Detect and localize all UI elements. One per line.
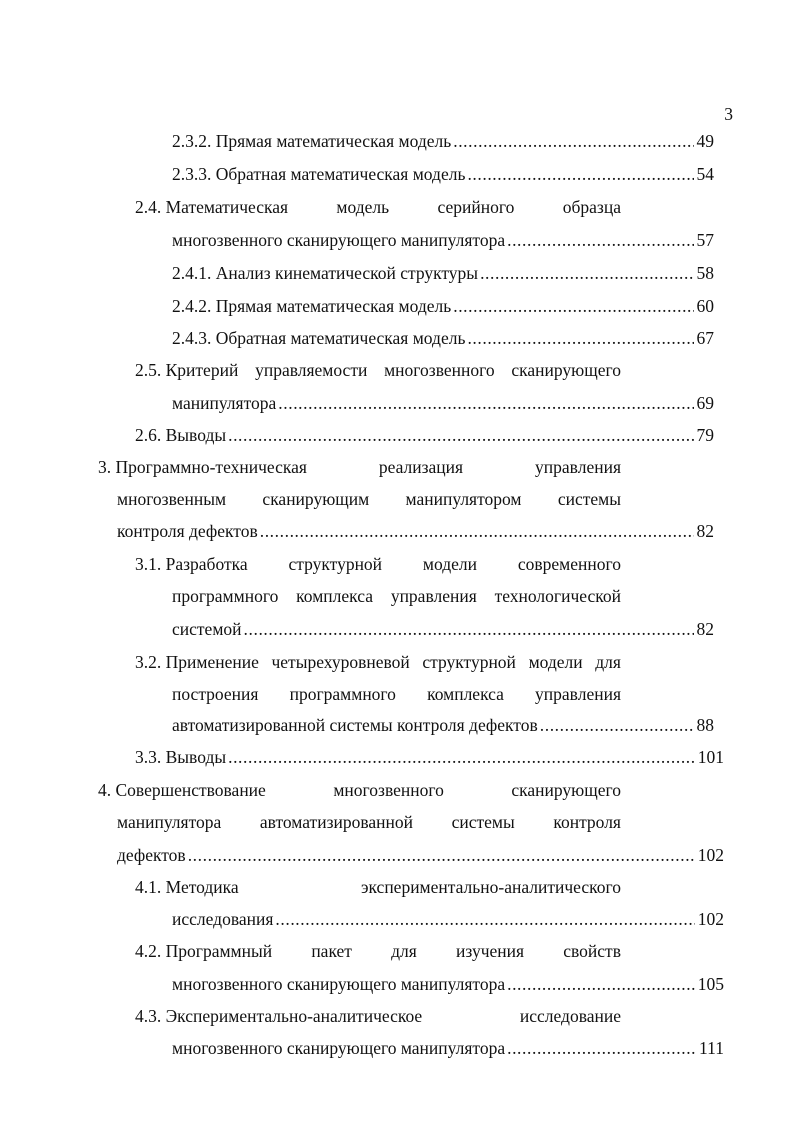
toc-entry-4-line1[interactable] (98, 778, 621, 802)
toc-word: системы (557, 489, 621, 509)
toc-word: образца (562, 197, 621, 217)
toc-entry-title: 2.4.2. Прямая математическая модель (172, 296, 452, 316)
toc-entry-page: 58 (696, 263, 714, 283)
toc-word: пакет (311, 941, 352, 961)
toc-entry-2-4-2[interactable] (172, 294, 714, 318)
toc-word: манипулятора (117, 812, 222, 832)
dot-leader (453, 129, 693, 153)
toc-entry-title: манипулятора (172, 393, 277, 413)
toc-word: многозвенного (333, 780, 444, 800)
dot-leader (228, 423, 693, 447)
toc-entry-4-1-line1[interactable] (135, 875, 621, 899)
toc-word: модели (528, 652, 583, 672)
toc-word: свойств (563, 941, 621, 961)
toc-word: 4.3. Экспериментально-аналитическое (135, 1006, 423, 1026)
toc-entry-3-3[interactable] (135, 745, 724, 769)
toc-word: управления (535, 684, 621, 704)
toc-entry-4-1-line2[interactable] (172, 907, 724, 931)
toc-entry-2-6[interactable] (135, 423, 714, 447)
toc-word: реализация (378, 457, 464, 477)
toc-entry-title: контроля дефектов (117, 521, 258, 541)
toc-word: технологической (494, 586, 621, 606)
toc-word: структурной (288, 554, 383, 574)
toc-word: 2.4. Математическая (135, 197, 289, 217)
toc-entry-3-1-line2[interactable] (172, 584, 621, 608)
toc-entry-page: 57 (696, 230, 714, 250)
toc-word: серийного (437, 197, 515, 217)
toc-entry-page: 82 (696, 521, 714, 541)
dot-leader (188, 843, 695, 867)
dot-leader (260, 519, 694, 543)
toc-entry-3-1-line3[interactable] (172, 617, 714, 641)
toc-word: управляемости (255, 360, 368, 380)
toc-word: сканирующего (511, 360, 621, 380)
toc-word: 3.1. Разработка (135, 554, 248, 574)
toc-entry-page: 54 (696, 164, 714, 184)
toc-entry-2-3-3[interactable] (172, 162, 714, 186)
toc-entry-4-2-line2[interactable] (172, 972, 724, 996)
toc-entry-page: 49 (696, 131, 714, 151)
toc-entry-4-line3[interactable] (117, 843, 724, 867)
toc-entry-4-3-line1[interactable] (135, 1004, 621, 1028)
toc-entry-title: многозвенного сканирующего манипулятора (172, 1038, 506, 1058)
dot-leader (540, 713, 694, 737)
toc-entry-page: 101 (697, 747, 724, 767)
toc-entry-2-3-2[interactable] (172, 129, 714, 153)
toc-entry-title: 2.3.2. Прямая математическая модель (172, 131, 452, 151)
toc-entry-page: 69 (696, 393, 714, 413)
toc-word: программного (172, 586, 279, 606)
toc-word: комплекса (427, 684, 504, 704)
dot-leader (507, 1036, 696, 1060)
toc-word: многозвенного (384, 360, 495, 380)
toc-word: 3.2. Применение (135, 652, 259, 672)
toc-entry-2-5-line2[interactable] (172, 391, 714, 415)
toc-word: современного (517, 554, 621, 574)
toc-entry-2-5-line1[interactable] (135, 358, 621, 382)
toc-entry-2-4-line1[interactable] (135, 195, 621, 219)
toc-word: сканирующим (262, 489, 370, 509)
toc-word: построения (172, 684, 259, 704)
dot-leader (275, 907, 694, 931)
toc-word: модели (422, 554, 477, 574)
dot-leader (453, 294, 693, 318)
toc-entry-4-3-line2[interactable] (172, 1036, 724, 1060)
toc-word: манипулятором (405, 489, 522, 509)
toc-word: многозвенным (117, 489, 227, 509)
toc-entry-page: 105 (697, 974, 724, 994)
toc-entry-title: 2.4.1. Анализ кинематической структуры (172, 263, 479, 283)
dot-leader (467, 162, 693, 186)
dot-leader (278, 391, 693, 415)
toc-entry-4-2-line1[interactable] (135, 939, 621, 963)
toc-entry-4-line2[interactable] (117, 810, 621, 834)
dot-leader (507, 972, 695, 996)
toc-entry-2-4-line2[interactable] (172, 228, 714, 252)
toc-entry-3-line2[interactable] (117, 487, 621, 511)
dot-leader (244, 617, 694, 641)
toc-entry-page: 111 (699, 1038, 724, 1058)
toc-word: управления (535, 457, 621, 477)
toc-word: системы (451, 812, 515, 832)
toc-entry-page: 67 (696, 328, 714, 348)
toc-entry-page: 82 (696, 619, 714, 639)
dot-leader (467, 326, 693, 350)
toc-entry-2-4-3[interactable] (172, 326, 714, 350)
toc-word: сканирующего (511, 780, 621, 800)
toc-entry-3-2-line3[interactable] (172, 713, 714, 737)
dot-leader (507, 228, 693, 252)
toc-word: четырехуровневой (271, 652, 410, 672)
toc-word: комплекса (296, 586, 373, 606)
toc-word: 3. Программно-техническая (98, 457, 307, 477)
toc-word: автоматизированной (259, 812, 413, 832)
dot-leader (480, 261, 693, 285)
toc-word: структурной (422, 652, 516, 672)
toc-word: исследование (519, 1006, 621, 1026)
toc-entry-title: исследования (172, 909, 274, 929)
toc-entry-3-2-line1[interactable] (135, 650, 621, 674)
toc-entry-3-1-line1[interactable] (135, 552, 621, 576)
toc-word: управления (390, 586, 477, 606)
toc-word: контроля (553, 812, 621, 832)
toc-entry-title: автоматизированной системы контроля дефектов (172, 715, 538, 735)
toc-word: программного (289, 684, 396, 704)
toc-entry-title: многозвенного сканирующего манипулятора (172, 974, 506, 994)
toc-word: изучения (456, 941, 525, 961)
page-number: 3 (724, 104, 733, 124)
toc-entry-title: многозвенного сканирующего манипулятора (172, 230, 506, 250)
toc-entry-page: 79 (696, 425, 714, 445)
toc-entry-3-2-line2[interactable] (172, 682, 621, 706)
toc-entry-title: системой (172, 619, 242, 639)
toc-entry-page: 102 (697, 845, 724, 865)
toc-entry-page: 60 (696, 296, 714, 316)
toc-word: для (391, 941, 417, 961)
toc-entry-page: 102 (697, 909, 724, 929)
toc-entry-title: 2.6. Выводы (135, 425, 227, 445)
toc-entry-3-line3[interactable] (117, 519, 714, 543)
toc-entry-title: 3.3. Выводы (135, 747, 227, 767)
toc-entry-title: дефектов (117, 845, 186, 865)
toc-word: экспериментально-аналитического (360, 877, 621, 897)
toc-word: 4. Совершенствование (98, 780, 266, 800)
toc-word: 4.1. Методика (135, 877, 239, 897)
dot-leader (228, 745, 695, 769)
toc-entry-2-4-1[interactable] (172, 261, 714, 285)
toc-word: 2.5. Критерий (135, 360, 239, 380)
toc-word: модель (336, 197, 390, 217)
toc-word: 4.2. Программный (135, 941, 273, 961)
toc-entry-3-line1[interactable] (98, 455, 621, 479)
toc-word: для (595, 652, 621, 672)
toc-entry-page: 88 (696, 715, 714, 735)
toc-entry-title: 2.3.3. Обратная математическая модель (172, 164, 466, 184)
toc-entry-title: 2.4.3. Обратная математическая модель (172, 328, 466, 348)
